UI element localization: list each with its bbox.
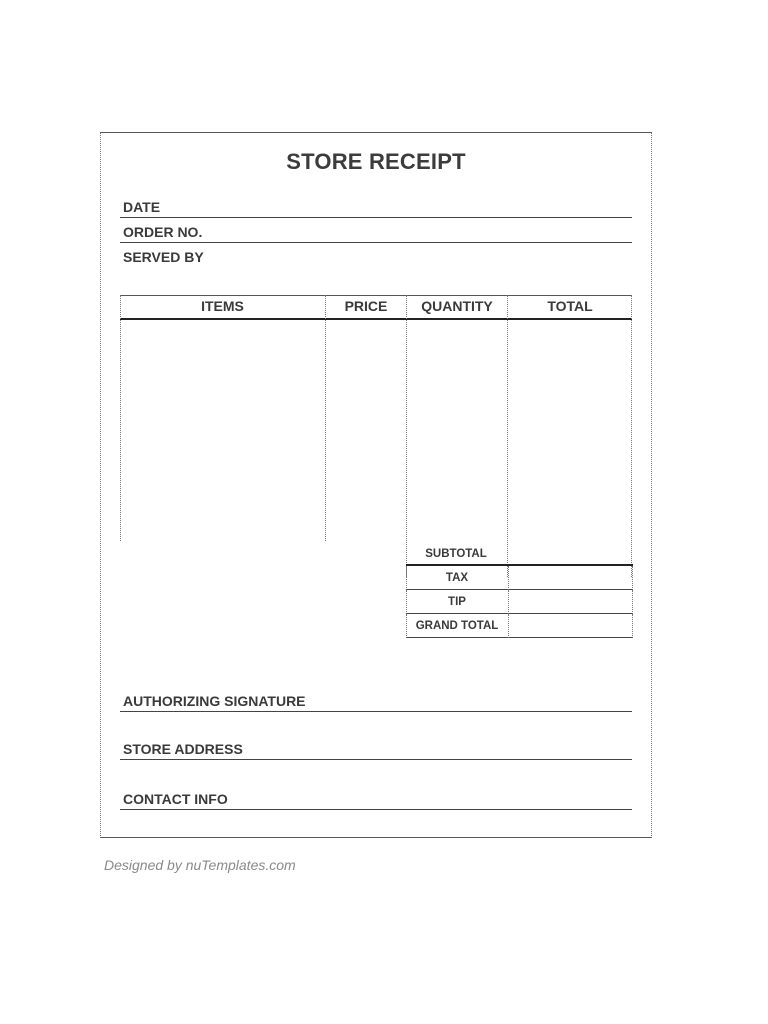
- tax-value[interactable]: [508, 566, 634, 590]
- receipt-sheet: [100, 132, 652, 838]
- items-table-header: [120, 295, 632, 320]
- contact-info-field[interactable]: [120, 786, 632, 810]
- served-by-field[interactable]: [120, 243, 632, 267]
- authorizing-signature-label: AUTHORIZING SIGNATURE: [123, 693, 306, 709]
- subtotal-row: [406, 542, 633, 566]
- items-entry-area[interactable]: [121, 320, 631, 541]
- items-table: [120, 295, 632, 541]
- date-field[interactable]: [120, 194, 632, 218]
- authorizing-signature-field[interactable]: [120, 688, 632, 712]
- grand-total-row: [406, 614, 633, 638]
- tip-value[interactable]: [508, 590, 634, 614]
- order-no-field[interactable]: [120, 219, 632, 243]
- store-address-label: STORE ADDRESS: [123, 741, 243, 757]
- designer-credit: Designed by nuTemplates.com: [104, 857, 296, 873]
- subtotal-value[interactable]: [507, 542, 632, 566]
- items-table-right-border: [631, 295, 632, 577]
- column-header-total: TOTAL: [547, 298, 593, 314]
- grand-total-label: GRAND TOTAL: [415, 620, 499, 632]
- tip-row: [406, 590, 633, 614]
- tip-label: TIP: [448, 596, 466, 608]
- column-header-price: PRICE: [344, 298, 388, 314]
- column-header-quantity: QUANTITY: [421, 298, 493, 314]
- grand-total-value[interactable]: [508, 614, 634, 638]
- order-no-label: ORDER NO.: [123, 224, 203, 240]
- subtotal-label: SUBTOTAL: [425, 548, 487, 560]
- receipt-title: STORE RECEIPT: [286, 149, 466, 174]
- column-header-items: ITEMS: [201, 298, 244, 314]
- contact-info-label: CONTACT INFO: [123, 791, 228, 807]
- store-address-field[interactable]: [120, 736, 632, 760]
- tax-row: [406, 566, 633, 590]
- served-by-label: SERVED BY: [123, 249, 204, 265]
- tax-label: TAX: [445, 572, 469, 584]
- date-label: DATE: [123, 199, 161, 215]
